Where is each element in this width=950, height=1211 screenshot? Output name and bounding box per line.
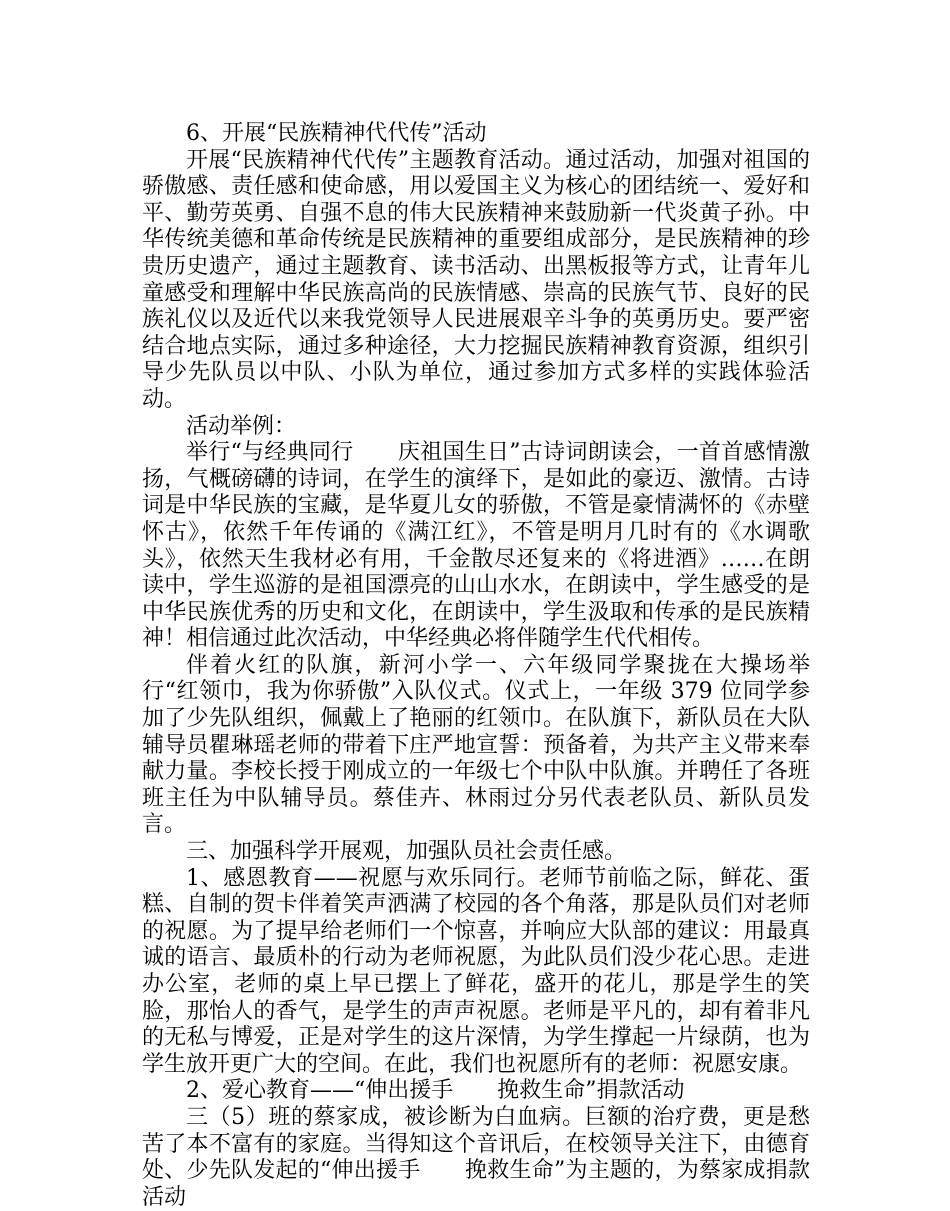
paragraph-gratitude-education: 1、感恩教育——祝愿与欢乐同行。老师节前临之际，鲜花、蛋糕、自制的贺卡伴着笑声洒满了校园的各个角落，那是队员们对老师的祝愿。为了提早给老师们一个惊喜，并响应大队部的建议：用最真诚的语言、最质朴的行动为老师祝愿，为此队员们没少花心思。走进办公室，老师的桌上早已摆上了鲜花，盛开的花儿，那是学生的笑脸，那怡人的香气，是学生的声声祝愿。老师是平凡的，却有着非凡的无私与博爱，正是对学生的这片深情，为学生撑起一片绿荫，也为学生放开更广大的空间。在此，我们也祝愿所有的老师：祝愿安康。 [142, 865, 810, 1077]
section-heading-ethnic-spirit: 6、开展“民族精神代代传”活动 [186, 121, 487, 146]
section-heading-science-development: 三、加强科学开展观，加强队员社会责任感。 [186, 839, 627, 865]
paragraph-ethnic-spirit-intro: 开展“民族精神代代传”主题教育活动。通过活动，加强对祖国的骄傲感、责任感和使命感，用以爱国主义为核心的团结统一、爱好和平、勤劳英勇、自强不息的伟大民族精神来鼓励新一代炎黄子孙。中华传统美德和革命传统是民族精神的重要组成部分，是民族精神的珍贵历史遗产，通过主题教育、读书活动、出黑板报等方式，让青年儿童感受和理解中华民族高尚的民族情感、崇高的民族气节、良好的民族礼仪以及近代以来我党领导人民进展艰辛斗争的英勇历史。要严密结合地点实际，通过多种途径，大力挖掘民族精神教育资源，组织引导少先队员以中队、小队为单位，通过参加方式多样的实践体验活动。 [142, 147, 810, 412]
paragraph-donation-activity: 三（5）班的蔡家成，被诊断为白血病。巨额的治疗费，更是愁苦了本不富有的家庭。当得知这个音讯后，在校领导关注下，由德育处、少先队发起的“伸出援手 挽救生命”为主题的，为蔡家成捐款活动 [142, 1104, 810, 1210]
activity-example-label: 活动举例： [186, 413, 297, 439]
document-page [142, 121, 810, 1211]
paragraph-induction-ceremony: 伴着火红的队旗，新河小学一、六年级同学聚拢在大操场举行“红领巾，我为你骄傲”入队仪式。仪式上，一年级 379 位同学参加了少先队组织，佩戴上了艳丽的红领巾。在队旗下，新队员在大队辅导员瞿琳瑶老师的带着下庄严地宣誓：预备着，为共产主义带来奉献力量。李校长授于刚成立的一年级七个中队中队旗。并聘任了各班班主任为中队辅导员。蔡佳卉、林雨过分另代表老队员、新队员发言。 [142, 652, 810, 838]
section-heading-charity-education: 2、爱心教育——“伸出援手 挽救生命”捐款活动 [186, 1078, 685, 1104]
paragraph-poetry-recital: 举行“与经典同行 庆祖国生日”古诗词朗读会，一首首感情激扬，气概磅礴的诗词，在学生的演绎下，是如此的豪迈、激情。古诗词是中华民族的宝藏，是华夏儿女的骄傲，不管是豪情满怀的《赤壁怀古》，依然千年传诵的《满江红》，不管是明月几时有的《水调歌头》，依然天生我材必有用，千金散尽还复来的《将进酒》……在朗读中，学生巡游的是祖国漂亮的山山水水，在朗读中，学生感受的是中华民族优秀的历史和文化，在朗读中，学生汲取和传承的是民族精神！相信通过此次活动，中华经典必将伴随学生代代相传。 [142, 440, 810, 652]
